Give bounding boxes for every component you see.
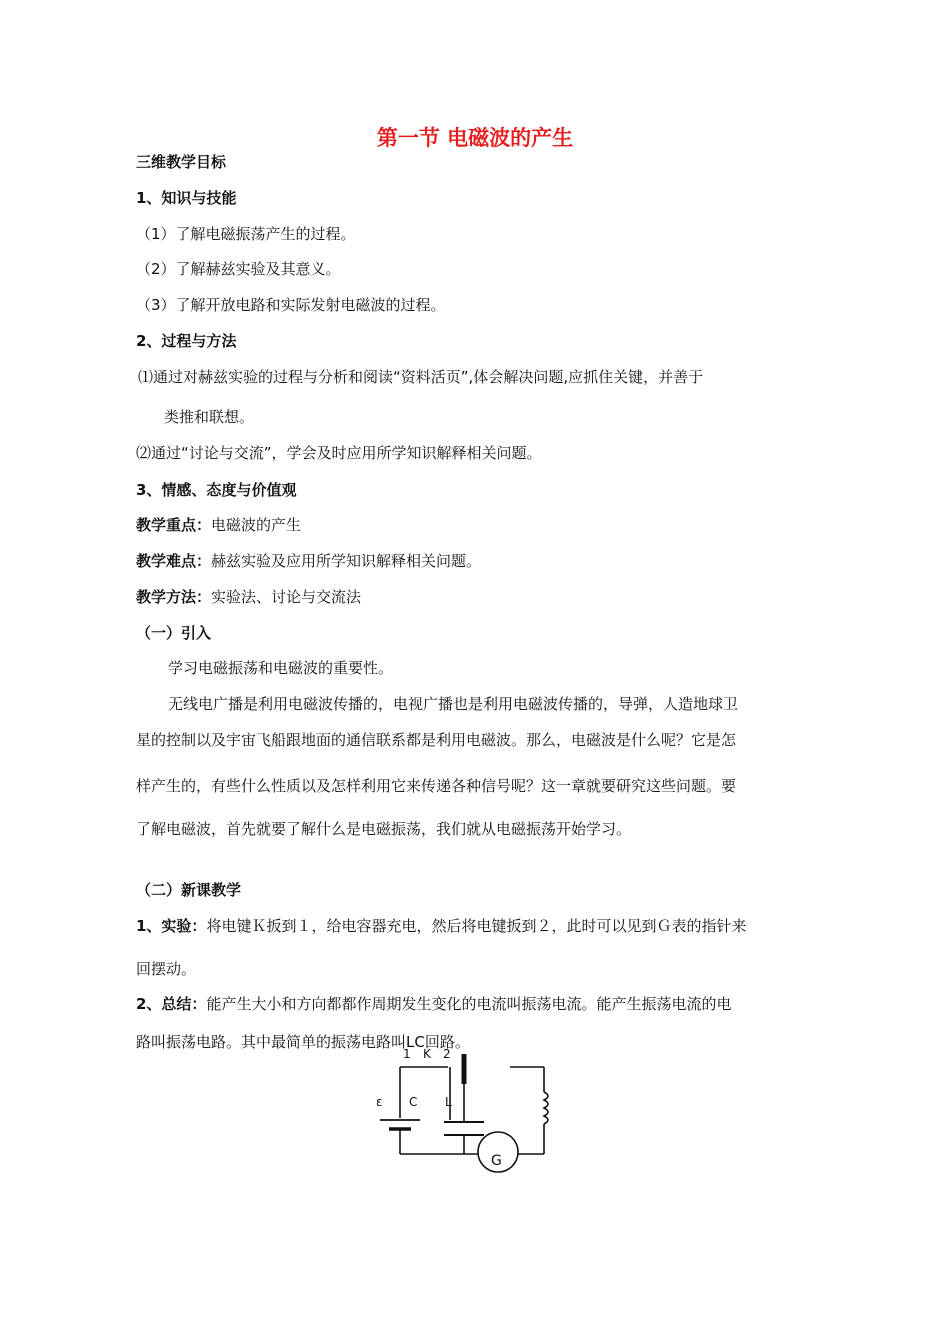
method-label: 教学方法： xyxy=(136,588,212,606)
experiment-line2: 回摆动。 xyxy=(136,960,197,978)
switch-label-2: 2 xyxy=(443,1047,451,1061)
difficulty xyxy=(136,551,481,571)
experiment-line1 xyxy=(136,916,746,936)
intro-paragraph-line: 无线电广播是利用电磁波传播的，电视广播也是利用电磁波传播的，导弹，人造地球卫 xyxy=(168,695,739,713)
inductor-coil xyxy=(544,1092,548,1124)
emf-label: ε xyxy=(376,1095,383,1109)
summary-line2: 路叫振荡电路。其中最简单的振荡电路叫LC回路。 xyxy=(136,1033,470,1051)
switch-label-k: K xyxy=(423,1047,431,1061)
summary-label: 2、总结： xyxy=(136,995,207,1013)
section3-heading: 3、情感、态度与价值观 xyxy=(136,481,297,499)
method xyxy=(136,587,361,607)
summary-text: 能产生大小和方向都都作周期发生变化的电流叫振荡电流。能产生振荡电流的电 xyxy=(206,995,732,1013)
section2-item1-line2: 类推和联想。 xyxy=(164,408,255,426)
intro-paragraph-line: 星的控制以及宇宙飞船跟地面的通信联系都是利用电磁波。那么，电磁波是什么呢？它是怎 xyxy=(136,731,737,749)
summary-line1 xyxy=(136,994,731,1014)
section2-item1-line1: ⑴通过对赫兹实验的过程与分析和阅读“资料活页”,体会解决问题,应抓住关键，并善于 xyxy=(138,368,704,386)
section2-heading: 2、过程与方法 xyxy=(136,332,237,350)
page-title: 第一节 电磁波的产生 xyxy=(376,126,574,150)
section1-item: （3）了解开放电路和实际发射电磁波的过程。 xyxy=(136,296,446,314)
intro-paragraph-line: 了解电磁波，首先就要了解什么是电磁振荡，我们就从电磁振荡开始学习。 xyxy=(136,820,632,838)
section1-item: （2）了解赫兹实验及其意义。 xyxy=(136,260,341,278)
section2-item2: ⑵通过“讨论与交流”，学会及时应用所学知识解释相关问题。 xyxy=(136,444,542,462)
method-text: 实验法、讨论与交流法 xyxy=(211,588,362,606)
experiment-label: 1、实验： xyxy=(136,917,207,935)
difficulty-label: 教学难点： xyxy=(136,552,212,570)
capacitor-label: C xyxy=(409,1095,418,1109)
section1-heading: 1、知识与技能 xyxy=(136,189,237,207)
experiment-text: 将电键Ｋ扳到１，给电容器充电，然后将电键扳到２，此时可以见到Ｇ表的指针来 xyxy=(206,917,747,935)
new-lesson-heading: （二）新课教学 xyxy=(136,881,242,899)
objectives-heading: 三维教学目标 xyxy=(136,153,227,171)
difficulty-text: 赫兹实验及应用所学知识解释相关问题。 xyxy=(211,552,482,570)
lc-circuit-diagram xyxy=(370,1040,570,1180)
intro-heading: （一）引入 xyxy=(136,624,212,642)
inductor-label: L xyxy=(445,1095,452,1109)
switch-label-1: 1 xyxy=(403,1047,411,1061)
key-point-label: 教学重点： xyxy=(136,516,212,534)
intro-paragraph-1: 学习电磁振荡和电磁波的重要性。 xyxy=(168,659,394,677)
key-point-text: 电磁波的产生 xyxy=(211,516,302,534)
intro-paragraph-line: 样产生的，有些什么性质以及怎样利用它来传递各种信号呢？这一章就要研究这些问题。要 xyxy=(136,777,737,795)
key-point xyxy=(136,515,301,535)
section1-item: （1）了解电磁振荡产生的过程。 xyxy=(136,225,356,243)
galvanometer-label: G xyxy=(491,1153,502,1169)
